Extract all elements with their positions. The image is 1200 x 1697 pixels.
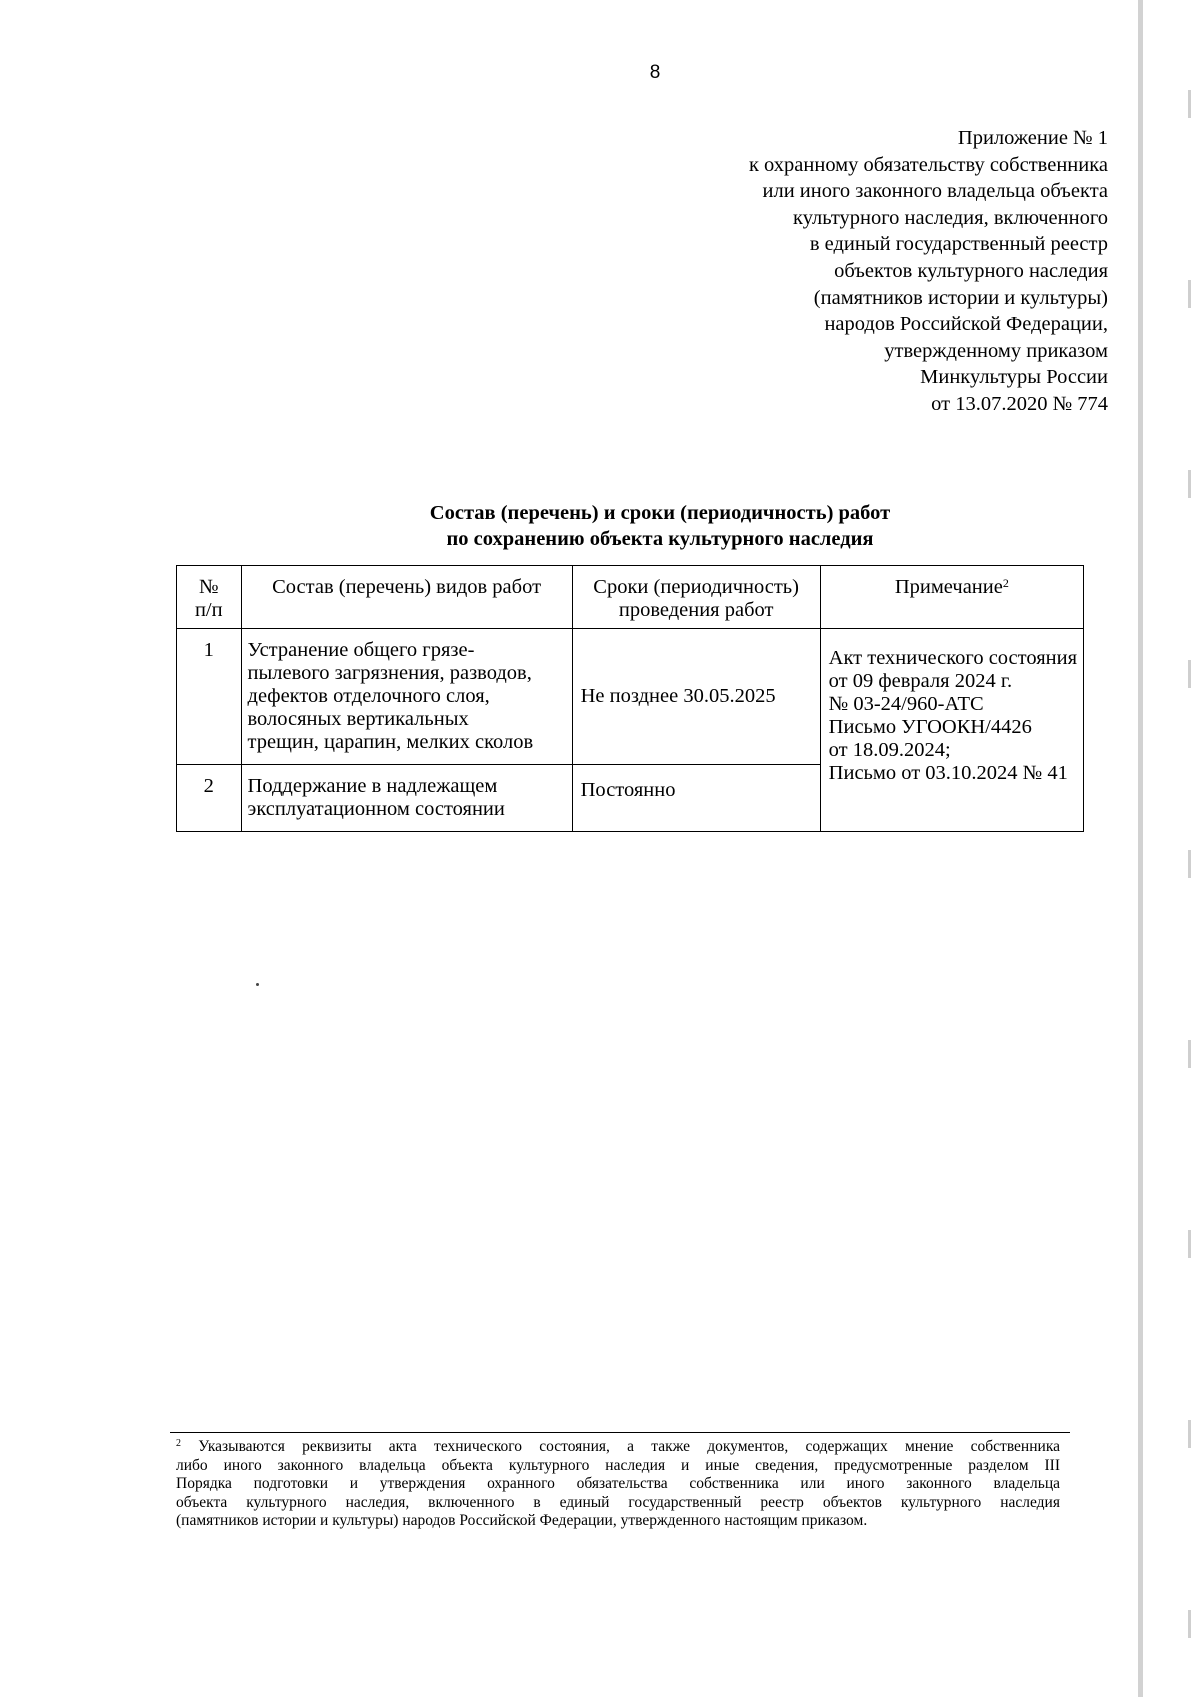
appendix-line: утвержденному приказом — [884, 339, 1108, 362]
appendix-header — [638, 125, 1108, 418]
appendix-line: культурного наследия, включенного — [793, 206, 1108, 229]
header-num-line: п/п — [194, 599, 223, 621]
header-works-text: Состав (перечень) видов работ — [272, 576, 542, 598]
footnote-line: объекта культурного наследия, включенного в единый государственный реестр объектов культурного наследия — [176, 1493, 1060, 1511]
terms-text: Постоянно — [580, 779, 676, 801]
footnote-line: (памятников истории и культуры) народов Российской Федерации, утвержденного настоящим приказом. — [176, 1512, 868, 1530]
table-row — [177, 629, 1084, 765]
note-line: Письмо УГООКН/4426 — [828, 716, 1032, 738]
row-terms — [572, 629, 820, 765]
appendix-line: (памятников истории и культуры) — [813, 286, 1108, 309]
note-line: № 03-24/960-АТС — [828, 693, 984, 715]
document-title — [340, 500, 980, 552]
appendix-line: народов Российской Федерации, — [824, 313, 1108, 336]
note-line: Акт технического состояния — [828, 647, 1077, 669]
works-line: дефектов отделочного слоя, — [247, 685, 490, 707]
header-terms-line: проведения работ — [618, 599, 774, 621]
footnote-line — [176, 1438, 1060, 1457]
works-line: пылевого загрязнения, разводов, — [247, 662, 532, 684]
title-line: по сохранению объекта культурного наследия — [446, 528, 874, 550]
row-note — [820, 629, 1083, 832]
footnote-separator — [170, 1432, 1070, 1433]
terms-text: Не позднее 30.05.2025 — [580, 685, 776, 707]
note-line: от 18.09.2024; — [828, 739, 951, 761]
works-line: Поддержание в надлежащем — [247, 775, 498, 797]
header-num — [177, 566, 242, 629]
works-line: волосяных вертикальных — [247, 708, 469, 730]
appendix-line: объектов культурного наследия — [834, 259, 1108, 282]
scan-edge-bar — [1138, 0, 1143, 1697]
footnote-line: либо иного законного владельца объекта культурного наследия и иные сведения, предусмотренные разделом III — [176, 1456, 1060, 1474]
header-num-line: № — [198, 576, 219, 598]
header-note-text — [825, 576, 1079, 599]
note-line: от 09 февраля 2024 г. — [828, 670, 1013, 692]
appendix-line: Минкультуры России — [920, 366, 1108, 389]
header-terms — [572, 566, 820, 629]
row-num: 2 — [177, 765, 242, 832]
appendix-line: или иного законного владельца объекта — [762, 180, 1108, 203]
appendix-line: Приложение № 1 — [957, 127, 1108, 149]
title-line: Состав (перечень) и сроки (периодичность) работ — [429, 502, 891, 524]
works-line: трещин, царапин, мелких сколов — [247, 731, 534, 753]
appendix-line: от 13.07.2020 № 774 — [931, 392, 1108, 415]
footnote-ref: 2 — [1002, 576, 1009, 590]
footnote-marker: 2 — [176, 1438, 181, 1449]
header-works — [241, 566, 572, 629]
row-works — [241, 765, 572, 832]
footnote — [176, 1438, 1060, 1531]
header-terms-line: Сроки (периодичность) — [593, 576, 799, 598]
row-works — [241, 629, 572, 765]
row-terms — [572, 765, 820, 832]
header-note-label: Примечание — [894, 576, 1003, 598]
header-note — [820, 566, 1083, 629]
appendix-line: в единый государственный реестр — [809, 233, 1108, 256]
works-line: Устранение общего грязе- — [247, 639, 475, 661]
footnote-line: Порядка подготовки и утверждения охранного обязательства собственника или иного законного владельца — [176, 1475, 1060, 1493]
note-line: Письмо от 03.10.2024 № 41 — [828, 762, 1068, 784]
works-table — [176, 565, 1084, 832]
row-num: 1 — [177, 629, 242, 765]
table-header-row — [177, 566, 1084, 629]
scan-edge-marks — [1188, 0, 1191, 1697]
appendix-line: к охранному обязательству собственника — [748, 153, 1108, 176]
page-number: 8 — [649, 62, 661, 83]
works-line: эксплуатационном состоянии — [247, 798, 505, 820]
scan-speck — [256, 983, 259, 986]
footnote-line-text: Указываются реквизиты акта технического состояния, а также документов, содержащих мнение собственника — [181, 1438, 1060, 1455]
